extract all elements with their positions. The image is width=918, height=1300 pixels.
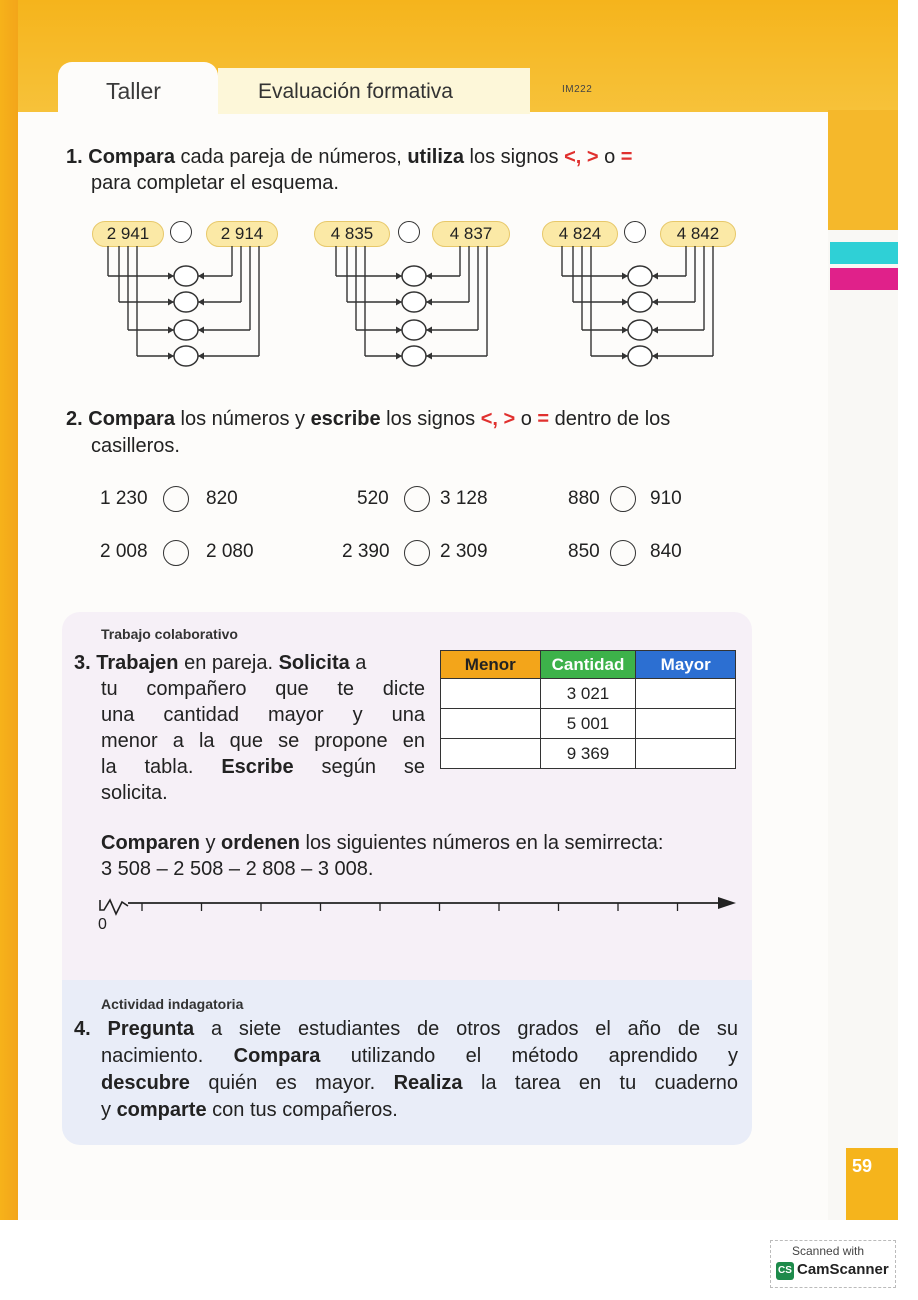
cantidad-cell: 5 001 <box>540 709 636 739</box>
cmp6-left: 850 <box>568 541 600 562</box>
cmp2-left: 520 <box>357 488 389 509</box>
cmp3-right: 910 <box>650 488 682 509</box>
scheme2-left-number: 4 835 <box>314 221 390 247</box>
q2-verb-escribe: escribe <box>310 408 381 430</box>
q4-text: nacimiento. <box>101 1045 234 1067</box>
q4-number: 4. <box>74 1018 91 1040</box>
camscanner-brand: CamScanner <box>797 1261 889 1278</box>
cmp2-right: 3 128 <box>440 488 488 509</box>
q3-order-line2: 3 508 – 2 508 – 2 808 – 3 008. <box>101 858 374 880</box>
q4-text: con tus compañeros. <box>206 1099 398 1121</box>
cmp5-right: 2 309 <box>440 541 488 562</box>
header-cantidad: Cantidad <box>540 651 636 679</box>
q4-text: la tarea en tu cuaderno <box>462 1072 738 1094</box>
q4-verb-pregunta: Pregunta <box>107 1018 195 1040</box>
q4-verb-compara: Compara <box>233 1045 321 1067</box>
q2-verb-compara: Compara <box>88 408 175 430</box>
evaluation-label: Evaluación formativa <box>258 80 453 103</box>
q3-text: a <box>349 652 367 674</box>
q2-signs: <, > <box>480 408 516 430</box>
q3-line6: solicita. <box>101 782 168 804</box>
q3-text: según se <box>293 756 426 778</box>
q1-number: 1. <box>66 146 83 168</box>
q1-equal-sign: = <box>620 146 633 168</box>
number-line-zero: 0 <box>98 916 107 933</box>
scheme3-right-number: 4 842 <box>660 221 736 247</box>
q4-verb-realiza: Realiza <box>393 1072 463 1094</box>
q1-verb-utiliza: utiliza <box>407 146 464 168</box>
q3-verb-solicita: Solicita <box>278 652 350 674</box>
inquiry-title: Actividad indagatoria <box>101 996 244 1012</box>
q3-verb-comparen: Comparen <box>101 832 200 854</box>
collaborative-title: Trabajo colaborativo <box>101 626 238 642</box>
q4-verb-comparte: comparte <box>116 1099 207 1121</box>
q2-number: 2. <box>66 408 83 430</box>
q1-signs: <, > <box>564 146 599 168</box>
number-line-group <box>100 897 736 914</box>
header-menor: Menor <box>441 651 541 679</box>
q4-text: quién es mayor. <box>189 1072 394 1094</box>
cantidad-cell: 9 369 <box>540 739 636 769</box>
cmp1-left: 1 230 <box>100 488 148 509</box>
q1-text: o <box>598 146 621 168</box>
q2-line2: casilleros. <box>91 435 180 457</box>
scheme1-right-number: 2 914 <box>206 221 278 247</box>
q1-text: los signos <box>464 146 565 168</box>
q2-text: dentro de los <box>549 408 671 430</box>
q4-text: y <box>101 1099 117 1121</box>
q4-line2 <box>101 1043 738 1069</box>
cmp4-left: 2 008 <box>100 541 148 562</box>
camscanner-logo-icon: CS <box>776 1262 794 1280</box>
q4-text: a siete estudiantes de otros grados el año de su <box>194 1018 738 1040</box>
q3-text: la tabla. <box>101 756 222 778</box>
q3-number: 3. <box>74 652 91 674</box>
q3-line2: tu compañero que te dicte <box>101 678 425 700</box>
cmp4-right: 2 080 <box>206 541 254 562</box>
q4-text: utilizando el método aprendido y <box>320 1045 738 1067</box>
cantidad-cell: 3 021 <box>540 679 636 709</box>
scheme3-left-number: 4 824 <box>542 221 618 247</box>
q3-text: y <box>199 832 222 854</box>
q3-line4: menor a la que se propone en <box>101 730 425 752</box>
page-number: 59 <box>852 1156 873 1176</box>
scanned-with-label: Scanned with <box>792 1244 865 1258</box>
q1-verb-compara: Compara <box>88 146 175 168</box>
q3-verb-trabajen: Trabajen <box>96 652 179 674</box>
number-line-arrow <box>718 897 736 909</box>
q4-line4 <box>101 1097 398 1123</box>
scheme2-right-number: 4 837 <box>432 221 510 247</box>
header-mayor: Mayor <box>636 651 736 679</box>
cmp1-right: 820 <box>206 488 238 509</box>
cmp5-left: 2 390 <box>342 541 390 562</box>
taller-label: Taller <box>106 78 161 104</box>
q3-verb-escribe: Escribe <box>221 756 294 778</box>
number-line-break <box>100 900 128 914</box>
q4-verb-descubre: descubre <box>101 1072 190 1094</box>
q2-text: los signos <box>380 408 481 430</box>
q1-text: cada pareja de números, <box>174 146 408 168</box>
cmp6-right: 840 <box>650 541 682 562</box>
q4-line1 <box>74 1016 738 1042</box>
q3-verb-ordenen: ordenen <box>221 832 300 854</box>
cmp3-left: 880 <box>568 488 600 509</box>
scheme1-left-number: 2 941 <box>92 221 164 247</box>
q2-text: los números y <box>174 408 311 430</box>
q2-text: o <box>515 408 538 430</box>
page-code: IM222 <box>562 84 593 95</box>
q1-line2: para completar el esquema. <box>91 172 339 194</box>
q2-equal-sign: = <box>537 408 550 430</box>
q3-text: en pareja. <box>178 652 279 674</box>
q4-line3 <box>101 1070 738 1096</box>
q3-line3: una cantidad mayor y una <box>101 704 425 726</box>
q3-text: los siguientes números en la semirrecta: <box>299 832 664 854</box>
